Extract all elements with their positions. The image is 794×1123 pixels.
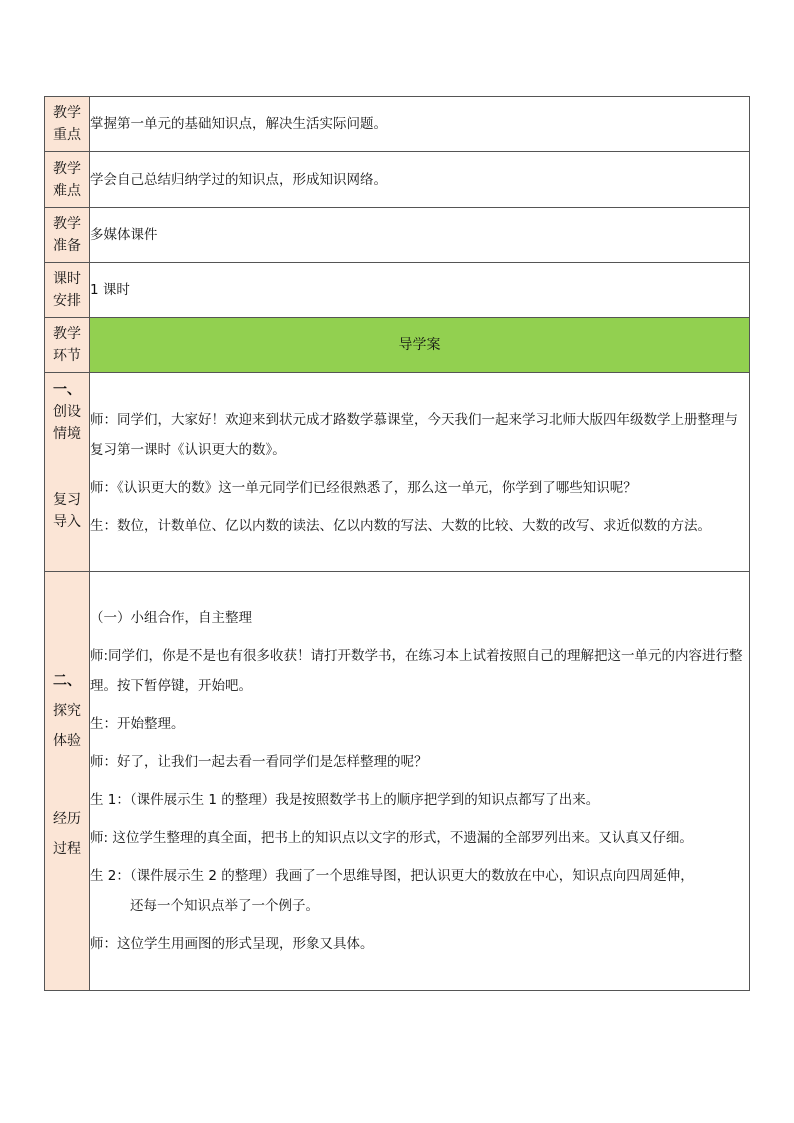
stage-1-paragraph: 师：《认识更大的数》这一单元同学们已经很熟悉了，那么这一单元，你学到了哪些知识呢？ (90, 479, 637, 496)
row-teaching-difficulty (45, 152, 750, 208)
stage-2-content (90, 572, 750, 991)
stage-1-content (90, 373, 750, 572)
section-header-guide: 导学案 (90, 318, 750, 373)
stage-2-heading: （一）小组合作，自主整理 (90, 610, 252, 626)
row-teaching-focus (45, 97, 750, 152)
row-teaching-preparation (45, 208, 750, 263)
label-class-schedule: 课时 安排 (45, 263, 90, 318)
label-teaching-section: 教学 环节 (45, 318, 90, 373)
stage-2-paragraph: 师: 这位学生整理的真全面，把书上的知识点以文字的形式，不遗漏的全部罗列出来。又认真又仔细。 (90, 830, 693, 846)
lesson-plan-table (44, 96, 750, 991)
row-teaching-section (45, 318, 750, 373)
label-stage-2: 二、 探究 体验 经历 过程 (45, 572, 90, 991)
stage-2-paragraph: 生 2：（课件展示生 2 的整理）我画了一个思维导图，把认识更大的数放在中心，知识点向四周延伸， (90, 868, 694, 884)
stage-2-paragraph: 师：好了，让我们一起去看一看同学们是怎样整理的呢？ (90, 754, 428, 770)
row-stage-2 (45, 572, 750, 991)
stage-1-paragraph: 生：数位，计数单位、亿以内数的读法、亿以内数的写法、大数的比较、大数的改写、求近似数的方法。 (90, 517, 711, 534)
stage-2-paragraph: 师：这位学生用画图的形式呈现，形象又具体。 (90, 936, 374, 952)
label-teaching-focus: 教学 重点 (45, 97, 90, 152)
row-class-schedule (45, 263, 750, 318)
stage-2-paragraph: 师:同学们，你是不是也有很多收获！请打开数学书，在练习本上试着按照自己的理解把这一单元的内容进行整理。按下暂停键，开始吧。 (90, 648, 743, 694)
label-teaching-difficulty: 教学 难点 (45, 152, 90, 208)
stage-2-paragraph: 生：开始整理。 (90, 716, 185, 732)
teaching-difficulty-text: 学会自己总结归纳学过的知识点，形成知识网络。 (90, 152, 750, 208)
teaching-focus-text: 掌握第一单元的基础知识点，解决生活实际问题。 (90, 97, 750, 152)
class-schedule-text: 1 课时 (90, 263, 750, 318)
stage-2-paragraph: 生 1：（课件展示生 1 的整理）我是按照数学书上的顺序把学到的知识点都写了出来。 (90, 792, 600, 808)
row-stage-1 (45, 373, 750, 572)
stage-1-paragraph: 师：同学们，大家好！欢迎来到状元成才路数学慕课堂，今天我们一起来学习北师大版四年级数学上册整理与复习第一课时《认识更大的数》。 (90, 411, 738, 458)
teaching-preparation-text: 多媒体课件 (90, 208, 750, 263)
stage-2-paragraph-continued: 还每一个知识点举了一个例子。 (130, 898, 319, 914)
label-stage-1: 一、 创设 情境 复习 导入 (45, 373, 90, 572)
label-teaching-preparation: 教学 准备 (45, 208, 90, 263)
